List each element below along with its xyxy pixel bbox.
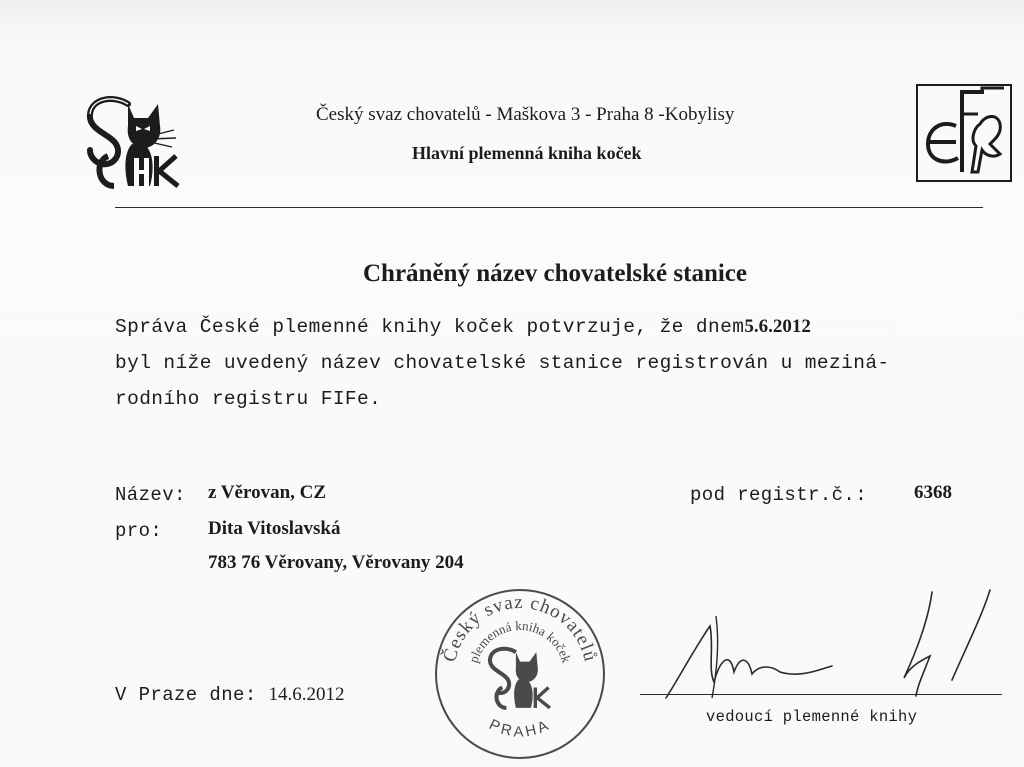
stamp-cat-icon [490,649,550,708]
statement-prefix: Správa České plemenné knihy koček potvrzuje, že dnem [115,316,745,338]
place-date-label [115,684,344,706]
document-title-text: Chráněný název chovatelské stanice [363,260,747,287]
document-title [0,260,1024,288]
statement-line-1 [115,316,811,338]
header-divider [115,207,983,208]
owner-name: Dita Vitoslavská [208,518,341,539]
name-label: Název: [115,484,186,506]
signature-line [640,694,1002,695]
registration-date: 5.6.2012 [744,316,811,337]
organization-address: Český svaz chovatelů - Maškova 3 - Praha 8 -Kobylisy [316,104,735,125]
official-stamp [424,578,616,762]
stamp-outer-text: Český svaz chovatelů [439,591,601,665]
cattery-name: z Věrovan, CZ [208,482,327,503]
registry-name: Hlavní plemenná kniha koček [412,143,642,163]
cat-logo-icon [84,92,184,190]
fife-logo-icon [916,84,1012,182]
stamp-bottom-text: PRAHA [486,716,554,741]
signature-caption: vedoucí plemenné knihy [706,708,918,726]
issue-date: 14.6.2012 [268,684,345,705]
registration-number-label: pod registr.č.: [690,484,868,506]
handwritten-signature [660,586,1010,706]
owner-address: 783 76 Věrovany, Věrovany 204 [208,552,464,573]
owner-label: pro: [115,520,163,542]
registration-number: 6368 [914,482,952,503]
statement-line-2: byl níže uvedený název chovatelské stanice registrován u meziná- [115,352,890,374]
stamp-inner-text: plemenná kniha koček [465,617,575,665]
statement-line-3: rodního registru FIFe. [115,388,382,410]
place-date-label-text: V Praze dne: [115,684,257,706]
